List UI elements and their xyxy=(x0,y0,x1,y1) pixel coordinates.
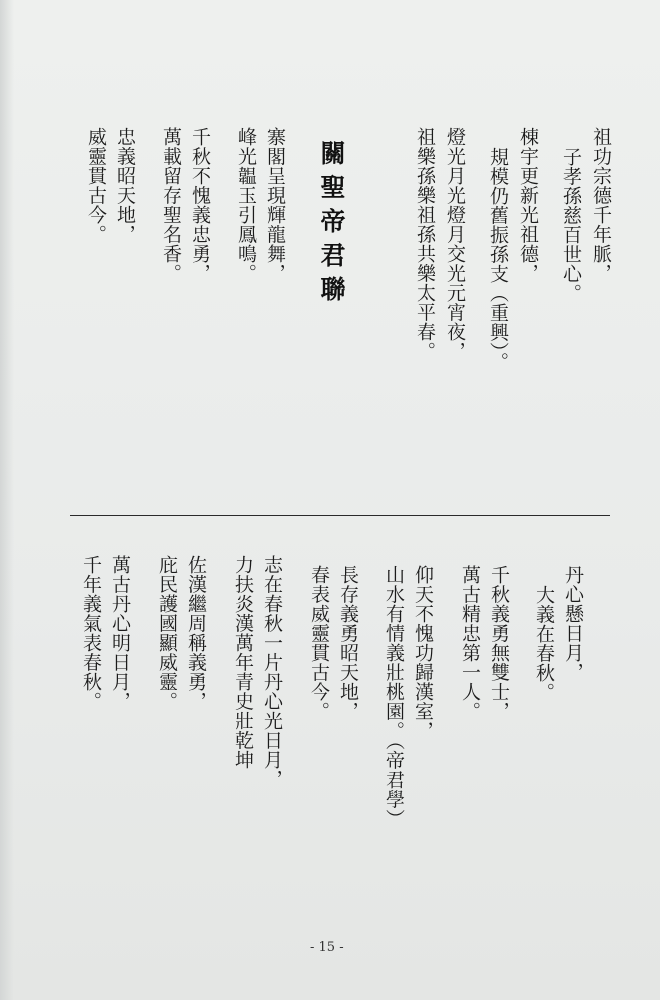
couplet-column: 祖功宗德千年脈， xyxy=(590,127,612,283)
couplet-column: 庇民護國顯威靈。 xyxy=(156,555,178,711)
couplet-column: 千秋義勇無雙士， xyxy=(488,565,510,721)
couplet-column: 棟宇更新光祖德， xyxy=(517,127,539,283)
page-number: - 15 - xyxy=(310,940,344,955)
couplet-column: 寨閣呈現輝龍舞， xyxy=(264,127,286,283)
couplet-column: 規模仍舊振孫支（重興）。 xyxy=(487,147,509,372)
section-divider xyxy=(70,515,610,516)
couplet-column: 大義在春秋。 xyxy=(533,585,555,702)
section-heading: 關聖帝君聯 xyxy=(317,140,346,310)
couplet-column: 春表威靈貫古今。 xyxy=(308,565,330,721)
couplet-column: 峰光韞玉引鳳鳴。 xyxy=(235,127,257,283)
couplet-column: 千年義氣表春秋。 xyxy=(80,555,102,711)
couplet-column: 長存義勇昭天地， xyxy=(337,565,359,721)
couplet-column: 祖樂孫樂祖孫共樂太平春。 xyxy=(414,127,436,361)
couplet-column: 萬古丹心明日月， xyxy=(109,555,131,711)
couplet-column: 千秋不愧義忠勇， xyxy=(189,127,211,283)
couplet-column: 山水有情義壯桃園。（帝君學） xyxy=(383,565,405,829)
couplet-column: 萬古精忠第一人。 xyxy=(459,565,481,721)
couplet-column: 丹心懸日月， xyxy=(562,565,584,682)
couplet-column: 忠義昭天地， xyxy=(114,127,136,244)
couplet-column: 佐漢繼周稱義勇， xyxy=(185,555,207,711)
couplet-column: 子孝孫慈百世心。 xyxy=(560,147,582,303)
couplet-column: 志在春秋一片丹心光日月， xyxy=(261,555,283,789)
couplet-column: 威靈貫古今。 xyxy=(85,127,107,244)
couplet-column: 燈光月光燈月交光元宵夜， xyxy=(444,127,466,361)
couplet-column: 力扶炎漢萬年青史壯乾坤 xyxy=(232,555,254,770)
couplet-column: 萬載留存聖名香。 xyxy=(160,127,182,283)
page-edge-shadow xyxy=(0,0,14,1000)
couplet-column: 仰天不愧功歸漢室， xyxy=(412,565,434,741)
